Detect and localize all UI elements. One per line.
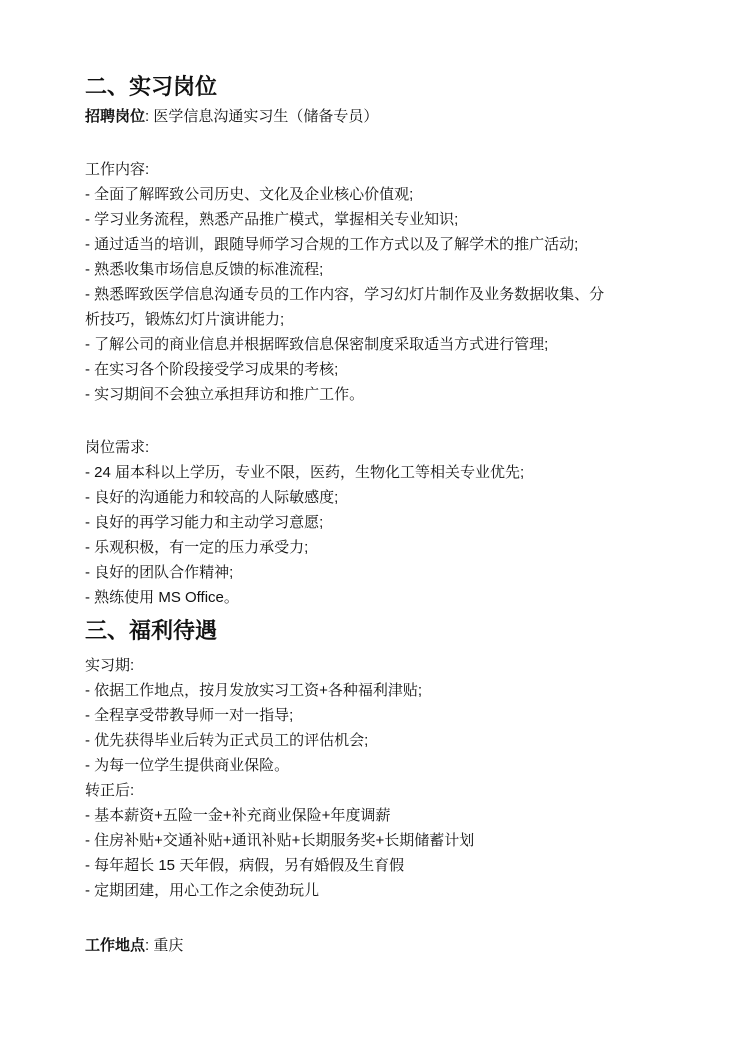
requirements-list	[85, 460, 615, 610]
list-item: - 定期团建，用心工作之余使劲玩儿	[85, 882, 320, 899]
recruit-position-label: 招聘岗位	[85, 108, 146, 125]
list-item: - 住房补贴+交通补贴+通讯补贴+长期服务奖+长期储蓄计划	[85, 832, 475, 849]
section-benefits-heading: 三、福利待遇	[85, 618, 218, 643]
list-item: - 在实习各个阶段接受学习成果的考核;	[85, 361, 339, 378]
section-internship-heading: 二、实习岗位	[85, 74, 218, 99]
list-item: - 优先获得毕业后转为正式员工的评估机会;	[85, 732, 369, 749]
list-item: - 为每一位学生提供商业保险。	[85, 757, 290, 774]
list-item: - 熟悉收集市场信息反馈的标准流程;	[85, 261, 324, 278]
work-location-value: : 重庆	[145, 937, 184, 954]
recruit-position-line	[85, 104, 615, 129]
list-item: - 实习期间不会独立承担拜访和推广工作。	[85, 386, 365, 403]
work-location-label: 工作地点	[85, 937, 146, 954]
after-regularization-label: 转正后:	[85, 782, 135, 799]
list-item: - 熟练使用 MS Office。	[85, 589, 239, 606]
after-regularization-list	[85, 803, 615, 903]
list-item: - 乐观积极，有一定的压力承受力;	[85, 539, 309, 556]
list-item: - 通过适当的培训，跟随导师学习合规的工作方式以及了解学术的推广活动;	[85, 236, 579, 253]
requirements-label: 岗位需求:	[85, 439, 150, 456]
work-location-line	[85, 933, 615, 958]
internship-period-list	[85, 678, 615, 778]
recruit-position-value: : 医学信息沟通实习生（储备专员）	[145, 108, 379, 125]
list-item: - 全程享受带教导师一对一指导;	[85, 707, 294, 724]
list-item: - 每年超长 15 天年假，病假，另有婚假及生育假	[85, 857, 405, 874]
list-item: - 依据工作地点，按月发放实习工资+各种福利津贴;	[85, 682, 423, 699]
list-item: - 全面了解晖致公司历史、文化及企业核心价值观;	[85, 186, 414, 203]
work-content-list	[85, 182, 615, 407]
list-item: - 良好的再学习能力和主动学习意愿;	[85, 514, 324, 531]
list-item: - 良好的沟通能力和较高的人际敏感度;	[85, 489, 339, 506]
list-item: - 基本薪资+五险一金+补充商业保险+年度调薪	[85, 807, 391, 824]
work-content-label: 工作内容:	[85, 161, 150, 178]
list-item: - 学习业务流程，熟悉产品推广模式，掌握相关专业知识;	[85, 211, 459, 228]
internship-period-label: 实习期:	[85, 657, 135, 674]
list-item: - 良好的团队合作精神;	[85, 564, 234, 581]
list-item: - 24 届本科以上学历，专业不限，医药，生物化工等相关专业优先;	[85, 464, 525, 481]
list-item: - 熟悉晖致医学信息沟通专员的工作内容，学习幻灯片制作及业务数据收集、分析技巧，锻炼幻灯片演讲能力;	[85, 286, 605, 328]
list-item: - 了解公司的商业信息并根据晖致信息保密制度采取适当方式进行管理;	[85, 336, 549, 353]
